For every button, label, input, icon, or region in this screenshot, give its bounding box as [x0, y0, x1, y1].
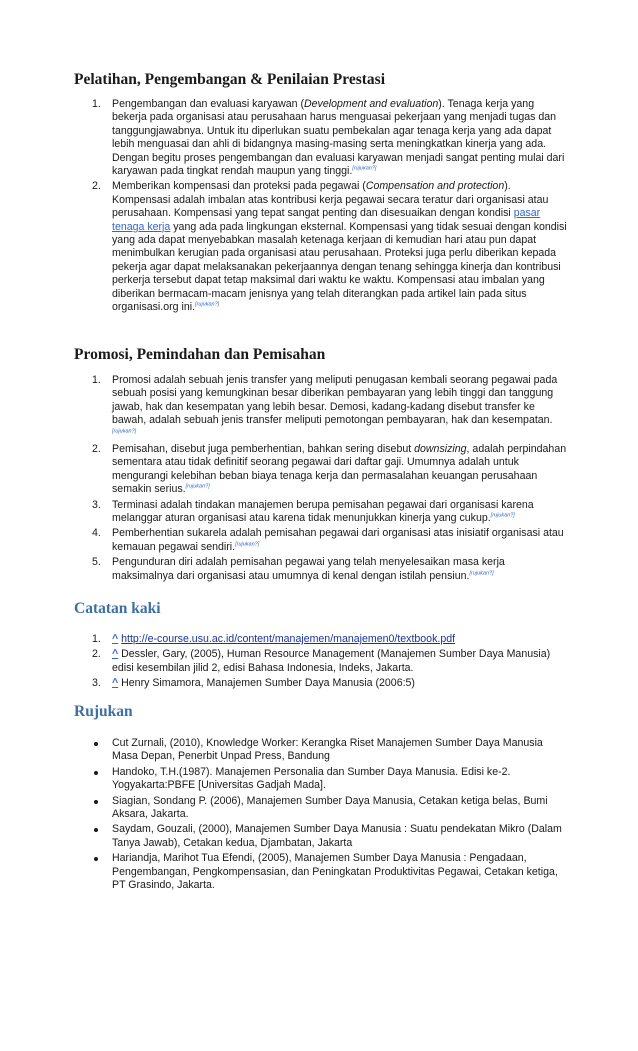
citation-needed-link[interactable]: [rujukan?] [235, 541, 260, 548]
citation-needed-link[interactable]: [rujukan?] [195, 301, 220, 308]
list-item: 4. Pemberhentian sukarela adalah pemisahan pegawai dari organisasi atas inisiatif organisasi atau kemauan pegawai sendiri.[rujukan?] [92, 527, 564, 553]
list-item: 2. Pemisahan, disebut juga pemberhentian, bahkan sering disebut downsizing, adalah perpindahan sementara atau tidak definitif seorang pegawai dari daftar gaji. Umumnya adalah untuk mengurangi kelebihan beban biaya tenaga kerja dan permasalahan keuangan perusahaan semakin serius.[rujukan?] [92, 443, 567, 496]
footnote-backlink[interactable]: ^ [112, 633, 119, 645]
item-number: 5. [92, 556, 101, 569]
bullet-icon [94, 800, 98, 804]
list-item: 2. Memberikan kompensasi dan proteksi pada pegawai (Compensation and protection). Kompensasi adalah imbalan atas kontribusi kerja pegawai secara teratur dari organisasi atau perusahaan. Kompensasi yang tepat sangat penting dan disesuaikan dengan kondisi pasar tenaga kerja yang ada pada lingkungan eksternal. Kompensasi yang tidak sesuai dengan kondisi yang ada dapat menyebabkan masalah ketenaga kerjaan di kemudian hari atau pun dapat menimbulkan kerugian pada organisasi atau perusahaan. Proteksi juga perlu diberikan kepada pekerja agar dapat melaksanakan pekerjaannya dengan tenang sehingga kinerja dan kontribusi perkerja tersebut dapat tetap maksimal dari waktu ke waktu. Kompensasi atau imbalan yang diberikan bermacam-macam jenisnya yang telah diterangkan pada artikel lain pada situs organisasi.org ini.[rujukan?] [92, 180, 567, 314]
footnote-backlink[interactable]: ^ [112, 677, 119, 690]
citation-needed-link[interactable]: [rujukan?] [469, 570, 494, 577]
item-number: 3. [92, 677, 101, 690]
list-item: 3. Terminasi adalah tindakan manajemen berupa pemisahan pegawai dari organisasi karena melanggar aturan organisasi atau karena tidak menunjukkan kinerja yang cukup.[rujukan?] [92, 498, 534, 525]
list-item: 5. Pengunduran diri adalah pemisahan pegawai yang telah menyelesaikan masa kerja maksimalnya dari organisasi atau umumnya di kenal dengan istilah pensiun.[rujukan?] [92, 556, 505, 582]
list-rujukan [74, 737, 568, 892]
footnote-url-link[interactable]: http://e-course.usu.ac.id/content/manajemen/manajemen0/textbook.pdf [121, 633, 456, 645]
heading-promosi: Promosi, Pemindahan dan Pemisahan [74, 346, 326, 363]
item-number: 1. [92, 98, 101, 110]
bullet-icon [94, 742, 98, 746]
list-catatan-kaki [74, 633, 568, 691]
item-number: 1. [92, 374, 101, 386]
item-number: 2. [92, 648, 101, 661]
item-number: 2. [92, 443, 101, 456]
footnote-item [74, 633, 568, 646]
citation-needed-link[interactable]: [rujukan?] [112, 428, 137, 435]
heading-rujukan: Rujukan [74, 703, 133, 720]
reference-item: Siagian, Sondang P. (2006), Manajemen Sumber Daya Manusia, Cetakan ketiga belas, Bumi Aksara, Jakarta. [74, 795, 568, 822]
pasar-tenaga-kerja-link[interactable]: pasar tenaga kerja [112, 207, 541, 233]
list-pelatihan [74, 98, 568, 315]
footnote-backlink[interactable]: ^ [112, 648, 119, 661]
item-number: 2. [92, 180, 101, 193]
citation-needed-link[interactable]: [rujukan?] [490, 512, 515, 519]
footnote-item: 2. ^ Dessler, Gary, (2005), Human Resource Management (Manajemen Sumber Daya Manusia) edisi kesembilan jilid 2, edisi Bahasa Indonesia, Indeks, Jakarta. [92, 648, 551, 674]
reference-item: Saydam, Gouzali, (2000), Manajemen Sumber Daya Manusia : Suatu pendekatan Mikro (Dalam Tanya Jawab), Cetakan kedua, Djambatan, Jakarta [74, 823, 568, 850]
item-number: 1. [92, 633, 101, 645]
bullet-icon [94, 771, 98, 775]
reference-item: Handoko, T.H.(1987). Manajemen Personalia dan Sumber Daya Manusia. Edisi ke-2. Yogyakarta:PBFE [Universitas Gadjah Mada]. [74, 766, 568, 793]
heading-catatan-kaki: Catatan kaki [74, 600, 161, 617]
reference-item: Hariandja, Marihot Tua Efendi, (2005), Manajemen Sumber Daya Manusia : Pengadaan, Pengembangan, Pengkompensasian, dan Peningkatan Produktivitas Pegawai, Cetakan ketiga, PT Grasindo, Jakarta. [74, 852, 568, 892]
list-promosi [74, 374, 568, 583]
heading-pelatihan: Pelatihan, Pengembangan & Penilaian Prestasi [74, 71, 386, 88]
bullet-icon [94, 857, 98, 861]
citation-needed-link[interactable]: [rujukan?] [185, 483, 210, 490]
bullet-icon [94, 828, 98, 832]
reference-item: Cut Zurnali, (2010), Knowledge Worker: Kerangka Riset Manajemen Sumber Daya Manusia Masa Depan, Penerbit Unpad Press, Bandung [74, 737, 568, 764]
list-item: 1. Promosi adalah sebuah jenis transfer yang meliputi penugasan kembali seorang pegawai pada sebuah posisi yang kemungkinan besar diberikan pembayaran yang lebih tinggi dan tanggung jawab, hak dan kesempatan yang lebih besar. Demosi, kadang-kadang disebut transfer ke bawah, adalah sebuah jenis transfer meliputi pemotongan pembayaran, hak dan kesempatan.[rujukan?] [92, 374, 558, 435]
item-number: 3. [92, 498, 101, 511]
list-item: 1. Pengembangan dan evaluasi karyawan (Development and evaluation). Tenaga kerja yang bekerja pada organisasi atau perusahaan harus menguasai pekerjaan yang menjadi tugas dan tanggungjawabnya. Untuk itu diperlukan suatu pembekalan agar tenaga kerja yang ada dapat lebih menguasai dan ahli di bidangnya masing-masing serta meningkatkan kinerja yang ada. Dengan begitu proses pengembangan dan evaluasi karyawan menjadi sangat penting mulai dari karyawan pada tingkat rendah maupun yang tinggi.[rujukan?] [92, 98, 565, 178]
item-number: 4. [92, 527, 101, 540]
footnote-item: 3. ^ Henry Simamora, Manajemen Sumber Daya Manusia (2006:5) [92, 677, 415, 690]
citation-needed-link[interactable]: [rujukan?] [352, 165, 377, 172]
